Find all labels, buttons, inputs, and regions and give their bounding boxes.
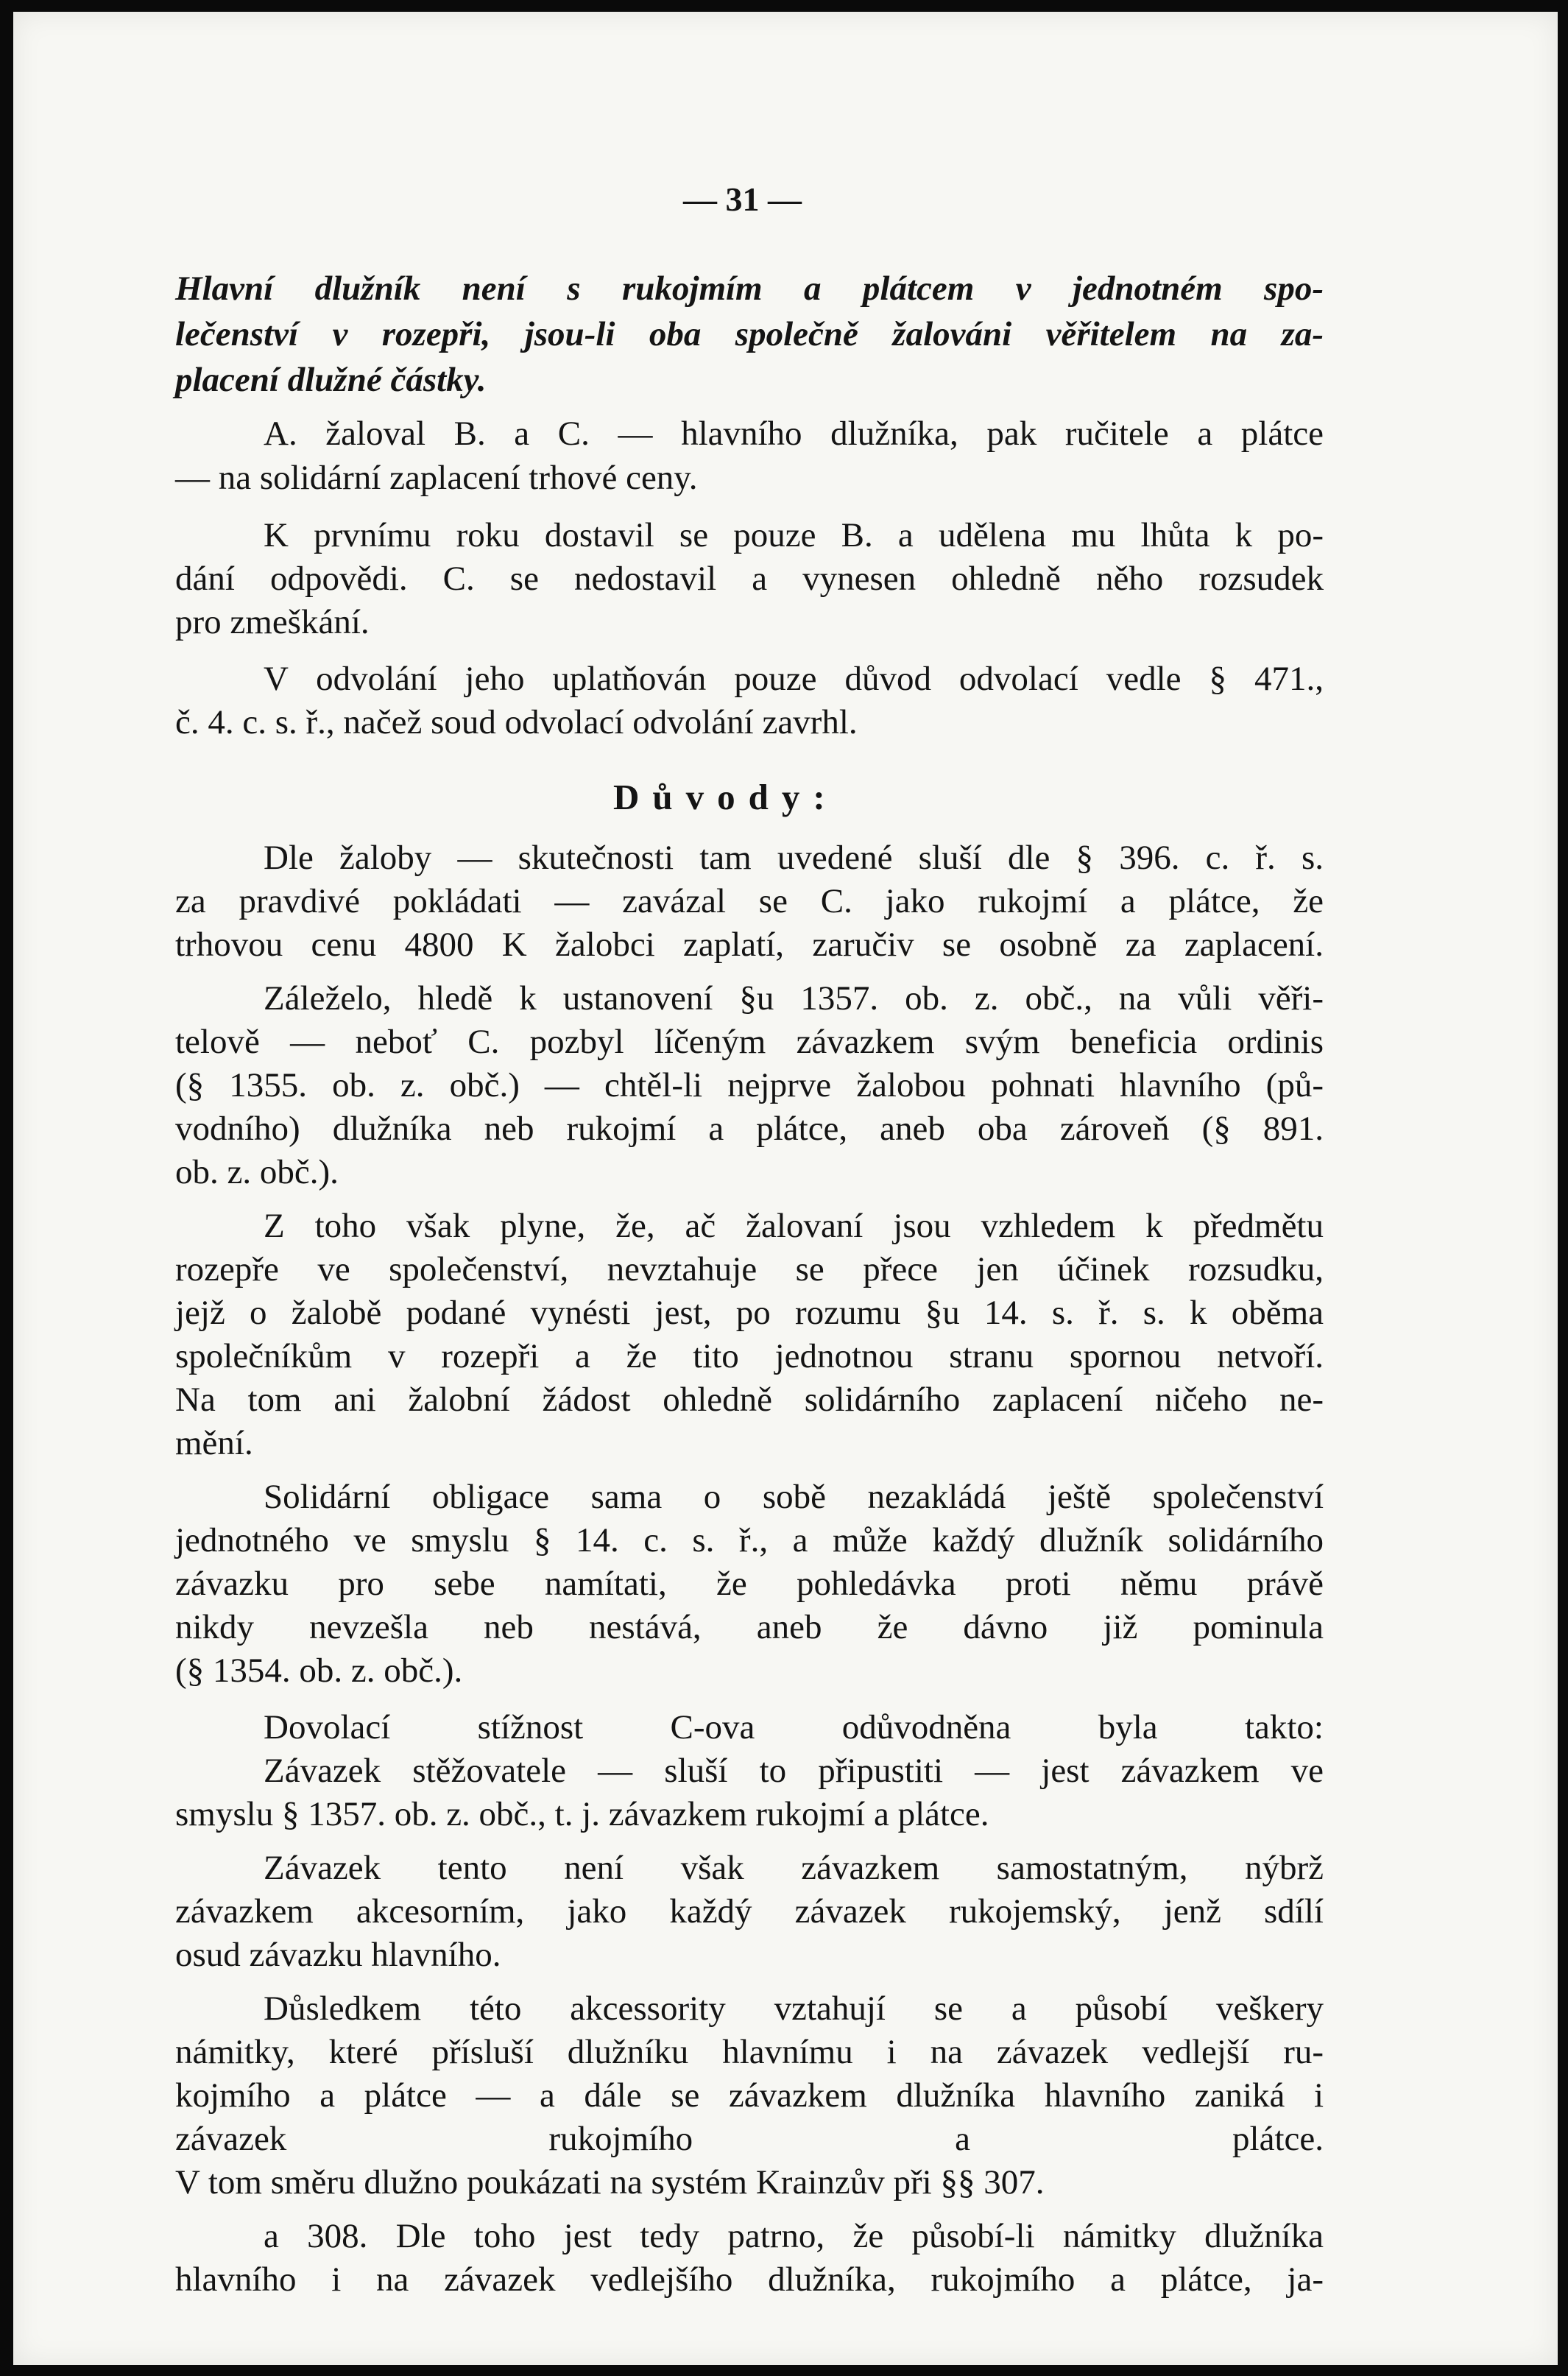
text-line: mění. [175, 1424, 253, 1462]
text-line: — na solidární zaplacení trhové ceny. [175, 459, 698, 497]
text-line: trhovou cenu 4800 K žalobci zaplatí, zaručiv se osobně za zaplacení. [175, 926, 1324, 964]
text-line: č. 4. c. s. ř., načež soud odvolací odvolání zavrhl. [175, 703, 858, 741]
text-line: rozepře ve společenství, nevztahuje se přece jen účinek rozsudku, [175, 1250, 1324, 1289]
text-line: hlavního i na závazek vedlejšího dlužníka, rukojmího a plátce, ja- [175, 2260, 1324, 2299]
text-line: ob. z. obč.). [175, 1153, 339, 1191]
text-line: Z toho však plyne, že, ač žalovaní jsou vzhledem k předmětu [264, 1207, 1324, 1245]
text-line: (§ 1355. ob. z. obč.) — chtěl-li nejprve žalobou pohnati hlavního (pů- [175, 1066, 1324, 1104]
text-line: jejž o žalobě podané vynésti jest, po rozumu §u 14. s. ř. s. k oběma [175, 1294, 1324, 1332]
text-line: kojmího a plátce — a dále se závazkem dlužníka hlavního zaniká i [175, 2076, 1324, 2115]
text-line: Závazek tento není však závazkem samostatným, nýbrž [264, 1849, 1324, 1887]
text-line: za pravdivé pokládati — zavázal se C. jako rukojmí a plátce, že [175, 882, 1324, 920]
text-line: námitky, které přísluší dlužníku hlavnímu i na závazek vedlejší ru- [175, 2033, 1324, 2071]
text-line: vodního) dlužníka neb rukojmí a plátce, aneb oba zároveň (§ 891. [175, 1110, 1324, 1148]
text-line: (§ 1354. ob. z. obč.). [175, 1651, 463, 1690]
text-line: Záleželo, hledě k ustanovení §u 1357. ob. z. obč., na vůli věři- [264, 979, 1324, 1018]
text-line: nikdy nevzešla neb nestává, aneb že dávno již pominula [175, 1608, 1324, 1646]
text-line: Dle žaloby — skutečnosti tam uvedené sluší dle § 396. c. ř. s. [264, 839, 1324, 877]
text-line: Důsledkem této akcessority vztahují se a působí veškery [264, 1989, 1324, 2028]
page-number: — 31 — [683, 180, 802, 218]
text-line: společníkům v rozepři a že tito jednotnou stranu spornou netvoří. [175, 1337, 1324, 1375]
text-line: Solidární obligace sama o sobě nezakládá ještě společenství [264, 1478, 1324, 1516]
document-page [13, 12, 1558, 2365]
text-line: Dovolací stížnost C-ova odůvodněna byla takto: [264, 1708, 1324, 1746]
text-line: dání odpovědi. C. se nedostavil a vynesen ohledně něho rozsudek [175, 560, 1324, 598]
text-line: závazkem akcesorním, jako každý závazek rukojemský, jenž sdílí [175, 1892, 1324, 1931]
heading-line-2: lečenství v rozepři, jsou-li oba společně žalováni věřitelem na za- [175, 315, 1324, 353]
heading-line-1: Hlavní dlužník není s rukojmím a plátcem v jednotném spo- [175, 269, 1324, 308]
text-line: závazku pro sebe namítati, že pohledávka proti němu právě [175, 1565, 1324, 1603]
text-line: V odvolání jeho uplatňován pouze důvod odvolací vedle § 471., [264, 660, 1324, 698]
text-line: závazek rukojmího a plátce. [175, 2120, 1324, 2158]
text-line: Závazek stěžovatele — sluší to připustiti — jest závazkem ve [264, 1752, 1324, 1790]
text-line: A. žaloval B. a C. — hlavního dlužníka, pak ručitele a plátce [264, 415, 1324, 453]
text-line: V tom směru dlužno poukázati na systém Krainzův při §§ 307. [175, 2163, 1045, 2201]
text-line: pro zmeškání. [175, 603, 370, 641]
section-heading: Důvody: [613, 777, 838, 817]
text-line: K prvnímu roku dostavil se pouze B. a udělena mu lhůta k po- [264, 516, 1324, 554]
text-line: a 308. Dle toho jest tedy patrno, že působí-li námitky dlužníka [264, 2217, 1324, 2255]
text-line: jednotného ve smyslu § 14. c. s. ř., a může každý dlužník solidárního [175, 1521, 1324, 1559]
text-line: telově — neboť C. pozbyl líčeným závazkem svým beneficia ordinis [175, 1023, 1324, 1061]
heading-line-3: placení dlužné částky. [175, 361, 487, 399]
text-line: Na tom ani žalobní žádost ohledně solidárního zaplacení ničeho ne- [175, 1381, 1324, 1419]
text-line: osud závazku hlavního. [175, 1936, 501, 1974]
text-line: smyslu § 1357. ob. z. obč., t. j. závazkem rukojmí a plátce. [175, 1795, 989, 1833]
